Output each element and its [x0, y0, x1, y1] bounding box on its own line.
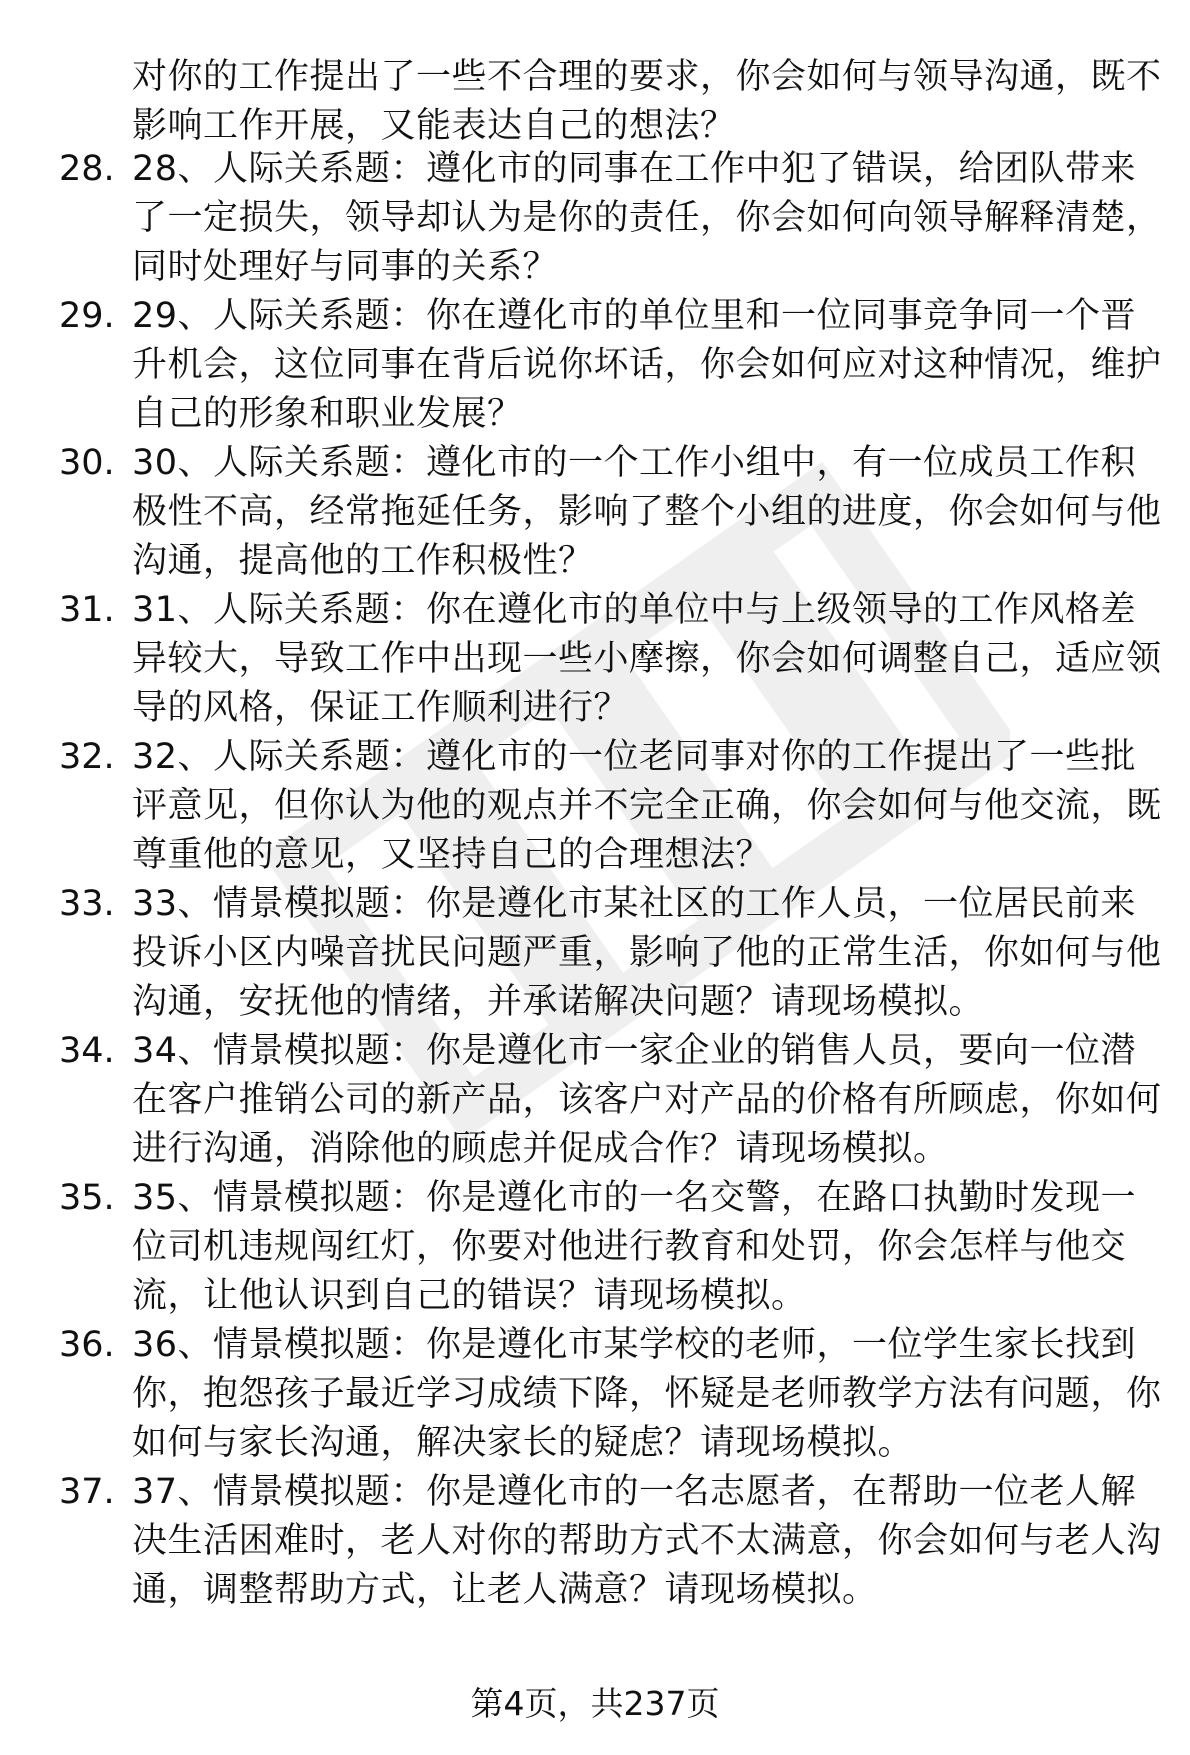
item-number: 33.	[59, 884, 115, 924]
item-text: 35、情景模拟题：你是遵化市的一名交警，在路口执勤时发现一位司机违规闯红灯，你要对他进行教育和处罚，你会怎样与他交流，让他认识到自己的错误？请现场模拟。	[132, 1178, 1137, 1316]
item-number: 30.	[59, 443, 115, 483]
item-text: 29、人际关系题：你在遵化市的单位里和一位同事竞争同一个晋升机会，这位同事在背后说你坏话，你会如何应对这种情况，维护自己的形象和职业发展？	[132, 296, 1162, 434]
item-text: 32、人际关系题：遵化市的一位老同事对你的工作提出了一些批评意见，但你认为他的观点并不完全正确，你会如何与他交流，既尊重他的意见，又坚持自己的合理想法？	[132, 737, 1162, 875]
item-text: 28、人际关系题：遵化市的同事在工作中犯了错误，给团队带来了一定损失，领导却认为是你的责任，你会如何向领导解释清楚，同时处理好与同事的关系？	[132, 149, 1162, 287]
item-number: 29.	[59, 296, 115, 336]
item-text: 33、情景模拟题：你是遵化市某社区的工作人员，一位居民前来投诉小区内噪音扰民问题严重，影响了他的正常生活，你如何与他沟通，安抚他的情绪，并承诺解决问题？请现场模拟。	[132, 884, 1162, 1022]
item-number: 31.	[59, 590, 115, 630]
item-text: 36、情景模拟题：你是遵化市某学校的老师，一位学生家长找到你，抱怨孩子最近学习成绩下降，怀疑是老师教学方法有问题，你如何与家长沟通，解决家长的疑虑？请现场模拟。	[132, 1325, 1162, 1463]
item-text: 37、情景模拟题：你是遵化市的一名志愿者，在帮助一位老人解决生活困难时，老人对你的帮助方式不太满意，你会如何与老人沟通，调整帮助方式，让老人满意？请现场模拟。	[132, 1472, 1162, 1610]
page-footer: 第4页，共237页	[470, 1684, 720, 1723]
item-text: 34、情景模拟题：你是遵化市一家企业的销售人员，要向一位潜在客户推销公司的新产品，该客户对产品的价格有所顾虑，你如何进行沟通，消除他的顾虑并促成合作？请现场模拟。	[132, 1031, 1162, 1169]
item-number: 32.	[59, 737, 115, 777]
item-number: 28.	[59, 149, 115, 189]
item-number: 37.	[59, 1472, 115, 1512]
item-number: 36.	[59, 1325, 115, 1365]
item-text: 31、人际关系题：你在遵化市的单位中与上级领导的工作风格差异较大，导致工作中出现一些小摩擦，你会如何调整自己，适应领导的风格，保证工作顺利进行？	[132, 590, 1162, 728]
item-text: 30、人际关系题：遵化市的一个工作小组中，有一位成员工作积极性不高，经常拖延任务，影响了整个小组的进度，你会如何与他沟通，提高他的工作积极性？	[132, 443, 1162, 581]
item-number: 34.	[59, 1031, 115, 1071]
continuation-text: 对你的工作提出了一些不合理的要求，你会如何与领导沟通，既不影响工作开展，又能表达自己的想法？	[132, 57, 1162, 146]
item-number: 35.	[59, 1178, 115, 1218]
